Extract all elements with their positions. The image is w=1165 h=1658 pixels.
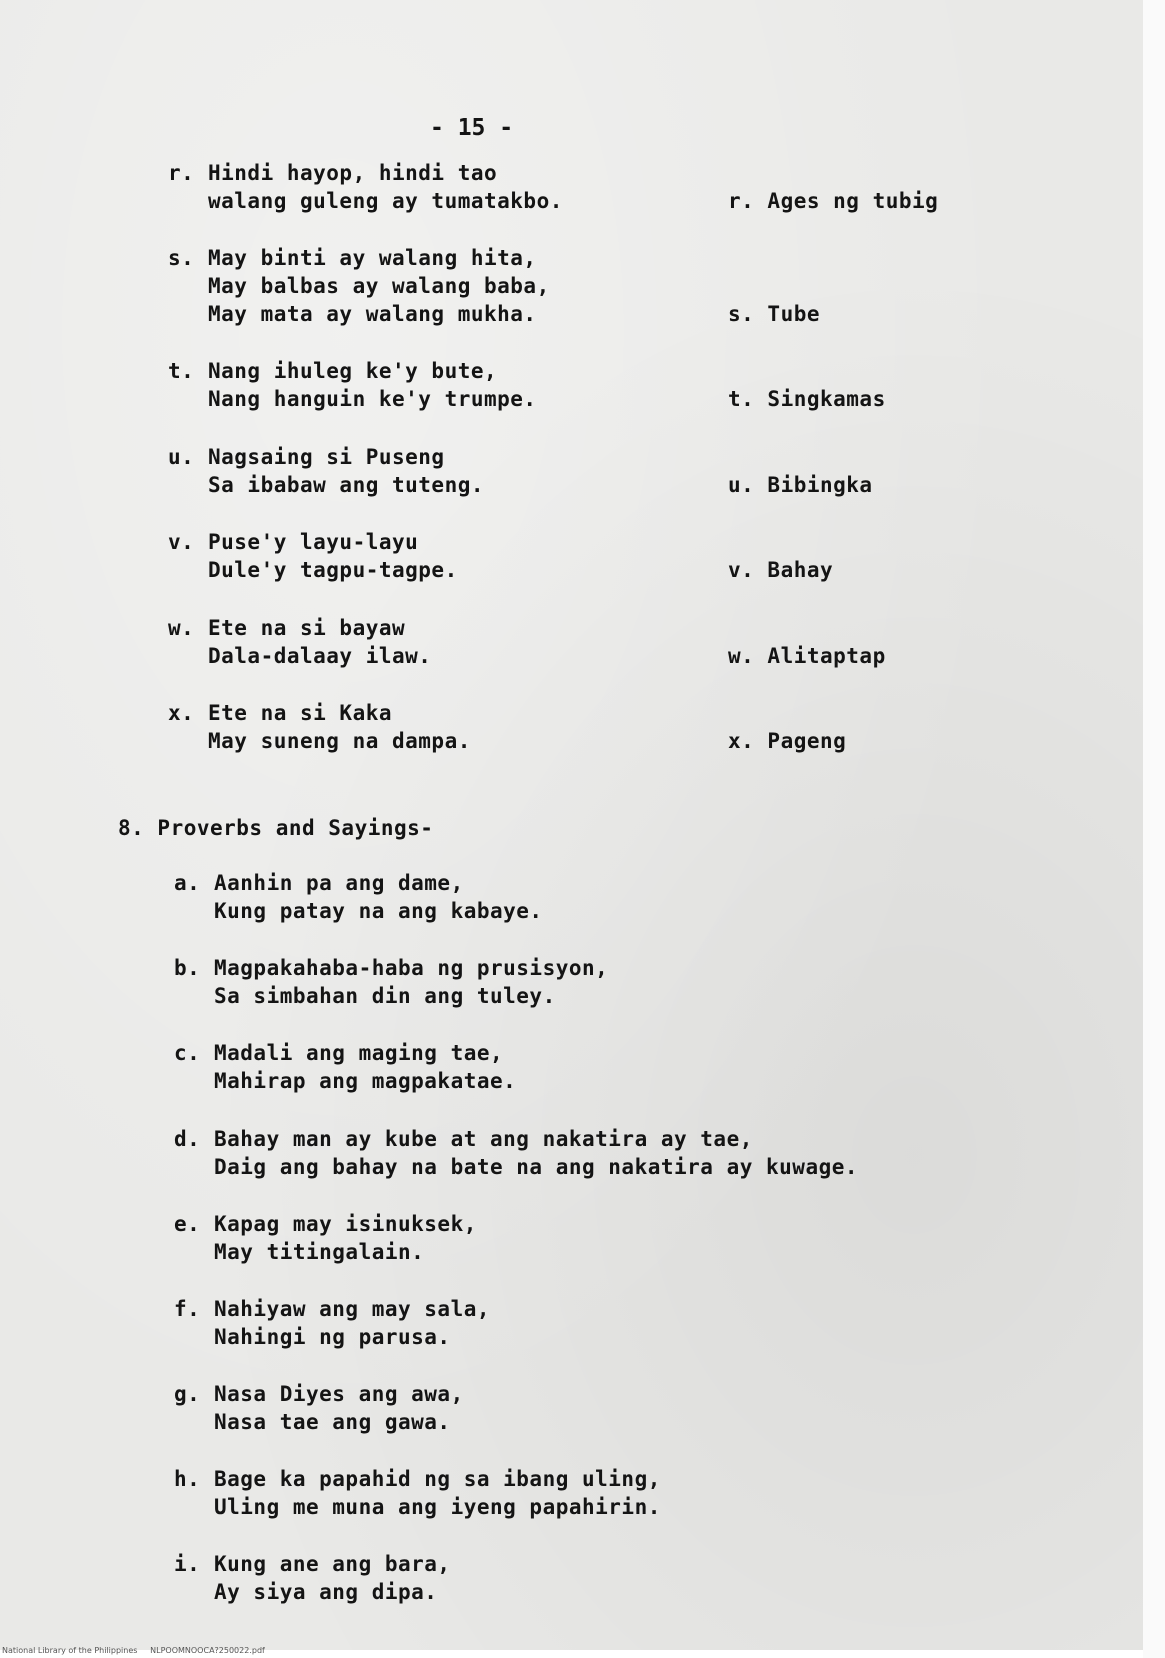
- riddle-answer: s. Tube: [728, 302, 821, 326]
- footer-caption: National Library of the Philippines NLPOOMNOOCA?250022.pdf: [2, 1646, 265, 1655]
- proverb-line: Ay siya ang dipa.: [214, 1580, 438, 1604]
- riddle-line: Nagsaing si Puseng: [208, 445, 445, 469]
- riddle-line: s.: [168, 246, 195, 270]
- proverb-line: Bage ka papahid ng sa ibang uling,: [214, 1467, 661, 1491]
- riddle-answer: w. Alitaptap: [728, 644, 886, 668]
- proverb-line: Uling me muna ang iyeng papahirin.: [214, 1495, 661, 1519]
- riddle-line: t.: [168, 359, 195, 383]
- proverb-line: g.: [174, 1382, 201, 1406]
- riddle-line: x.: [168, 701, 195, 725]
- riddle-answer: r. Ages ng tubig: [728, 189, 939, 213]
- riddle-line: Dule'y tagpu-tagpe.: [208, 558, 458, 582]
- riddle-line: Sa ibabaw ang tuteng.: [208, 473, 485, 497]
- riddle-line: Ete na si Kaka: [208, 701, 393, 725]
- proverb-line: Kung patay na ang kabaye.: [214, 899, 543, 923]
- proverb-line: Kung ane ang bara,: [214, 1552, 451, 1576]
- proverb-line: Kapag may isinuksek,: [214, 1212, 477, 1236]
- riddle-line: May balbas ay walang baba,: [208, 274, 550, 298]
- riddle-line: w.: [168, 616, 195, 640]
- riddle-line: Ete na si bayaw: [208, 616, 406, 640]
- proverb-line: Bahay man ay kube at ang nakatira ay tae,: [214, 1127, 753, 1151]
- riddle-answer: t. Singkamas: [728, 387, 886, 411]
- riddle-line: walang guleng ay tumatakbo.: [208, 189, 563, 213]
- riddle-line: May binti ay walang hita,: [208, 246, 537, 270]
- proverb-line: Nahingi ng parusa.: [214, 1325, 451, 1349]
- riddle-line: r.: [168, 161, 195, 185]
- riddle-line: May mata ay walang mukha.: [208, 302, 537, 326]
- riddle-line: Puse'y layu-layu: [208, 530, 419, 554]
- proverb-line: Nasa tae ang gawa.: [214, 1410, 451, 1434]
- riddle-line: Nang ihuleg ke'y bute,: [208, 359, 498, 383]
- page-margin: [1143, 0, 1165, 1658]
- proverb-line: Nahiyaw ang may sala,: [214, 1297, 491, 1321]
- proverb-line: f.: [174, 1297, 201, 1321]
- riddle-line: v.: [168, 530, 195, 554]
- riddle-line: u.: [168, 445, 195, 469]
- proverb-line: i.: [174, 1552, 201, 1576]
- proverb-line: d.: [174, 1127, 201, 1151]
- proverb-line: Nasa Diyes ang awa,: [214, 1382, 464, 1406]
- proverb-line: a.: [174, 871, 201, 895]
- proverb-line: May titingalain.: [214, 1240, 425, 1264]
- riddle-answer: x. Pageng: [728, 729, 847, 753]
- proverb-line: Mahirap ang magpakatae.: [214, 1069, 517, 1093]
- section-heading: 8. Proverbs and Sayings-: [118, 816, 434, 840]
- proverb-line: Magpakahaba-haba ng prusisyon,: [214, 956, 609, 980]
- riddle-line: Dala-dalaay ilaw.: [208, 644, 432, 668]
- proverb-line: Sa simbahan din ang tuley.: [214, 984, 556, 1008]
- riddle-answer: v. Bahay: [728, 558, 834, 582]
- riddle-line: Hindi hayop, hindi tao: [208, 161, 498, 185]
- proverb-line: Aanhin pa ang dame,: [214, 871, 464, 895]
- proverb-line: Daig ang bahay na bate na ang nakatira ay kuwage.: [214, 1155, 859, 1179]
- proverb-line: e.: [174, 1212, 201, 1236]
- proverb-line: Madali ang maging tae,: [214, 1041, 504, 1065]
- proverb-line: h.: [174, 1467, 201, 1491]
- page-number: - 15 -: [430, 115, 514, 141]
- riddle-line: May suneng na dampa.: [208, 729, 471, 753]
- riddle-line: Nang hanguin ke'y trumpe.: [208, 387, 537, 411]
- proverb-line: b.: [174, 956, 201, 980]
- proverb-line: c.: [174, 1041, 201, 1065]
- riddle-answer: u. Bibingka: [728, 473, 873, 497]
